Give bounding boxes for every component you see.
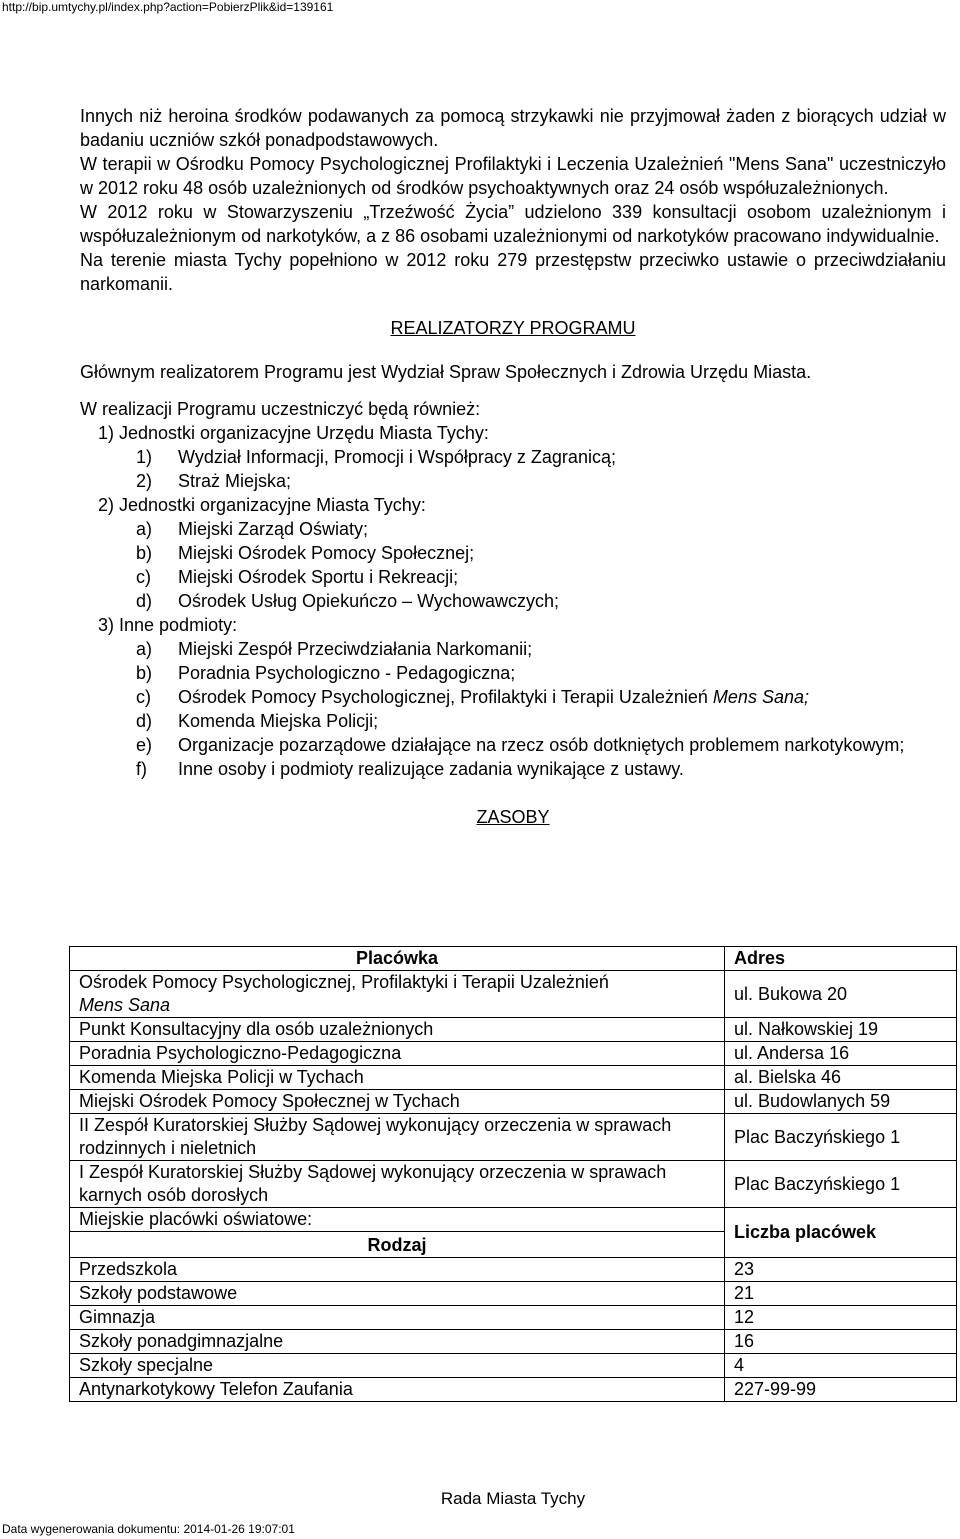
table-cell: ul. Andersa 16 (725, 1042, 957, 1066)
table-cell: 21 (725, 1282, 957, 1306)
table-cell: 12 (725, 1306, 957, 1330)
table-row (70, 1066, 957, 1090)
table-row (70, 1258, 957, 1282)
column-header: Adres (725, 947, 957, 971)
table-row (70, 971, 957, 1018)
table-cell: Plac Baczyńskiego 1 (725, 1161, 957, 1208)
document-url: http://bip.umtychy.pl/index.php?action=PobierzPlik&id=139161 (2, 0, 334, 14)
table-cell: Szkoły ponadgimnazjalne (70, 1330, 725, 1354)
table-header-row (70, 947, 957, 971)
table-row (70, 1161, 957, 1208)
table-row (70, 1354, 957, 1378)
list-item: c) Ośrodek Pomocy Psychologicznej, Profilaktyki i Terapii Uzależnień Mens Sana; (136, 687, 809, 707)
table-row (70, 1208, 957, 1258)
document-body (80, 104, 946, 829)
table-row (70, 1114, 957, 1161)
participants-intro: W realizacji Programu uczestniczyć będą również: (80, 399, 481, 419)
signature: Rada Miasta Tychy (440, 1489, 586, 1508)
list-item: b) Miejski Ośrodek Pomocy Społecznej; (136, 543, 475, 563)
table-cell: Antynarkotykowy Telefon Zaufania (70, 1378, 725, 1402)
main-realizer-text: Głównym realizatorem Programu jest Wydział Spraw Społecznych i Zdrowia Urzędu Miasta. (80, 362, 812, 382)
table-cell: ul. Bukowa 20 (725, 971, 957, 1018)
list-item: c) Miejski Ośrodek Sportu i Rekreacji; (136, 567, 459, 587)
table-row (70, 1018, 957, 1042)
schools-label: Miejskie placówki oświatowe: (70, 1208, 724, 1232)
table-cell: ul. Nałkowskiej 19 (725, 1018, 957, 1042)
generation-date: Data wygenerowania dokumentu: 2014-01-26 19:07:01 (2, 1522, 295, 1536)
table-cell: Szkoły podstawowe (70, 1282, 725, 1306)
table-cell: 23 (725, 1258, 957, 1282)
paragraph: Innych niż heroina środków podawanych za pomocą strzykawki nie przyjmował żaden z biorących udział w badaniu uczniów szkół ponadpodstawowych. (80, 106, 946, 150)
table-cell: ul. Budowlanych 59 (725, 1090, 957, 1114)
group-label: 2) Jednostki organizacyjne Miasta Tychy: (98, 495, 426, 515)
list-item: b) Poradnia Psychologiczno - Pedagogiczna; (136, 663, 516, 683)
list-item: a) Miejski Zespół Przeciwdziałania Narkomanii; (136, 639, 533, 659)
column-header: Liczba placówek (725, 1208, 957, 1258)
list-item: d) Komenda Miejska Policji; (136, 711, 379, 731)
column-header: Placówka (70, 947, 725, 971)
table-cell: Gimnazja (70, 1306, 725, 1330)
list-item: f) Inne osoby i podmioty realizujące zadania wynikające z ustawy. (136, 759, 684, 779)
list-item: a) Miejski Zarząd Oświaty; (136, 519, 369, 539)
table-cell: Plac Baczyńskiego 1 (725, 1114, 957, 1161)
table-cell: Przedszkola (70, 1258, 725, 1282)
table-row (70, 1378, 957, 1402)
group-label: 3) Inne podmioty: (98, 615, 238, 635)
table-cell: Punkt Konsultacyjny dla osób uzależnionych (70, 1018, 725, 1042)
table-cell: I Zespół Kuratorskiej Służby Sądowej wykonujący orzeczenia w sprawach karnych osób dorosłych (70, 1161, 725, 1208)
section-heading-zasoby: ZASOBY (476, 807, 550, 827)
list-item: e) Organizacje pozarządowe działające na rzecz osób dotkniętych problemem narkotykowym; (136, 735, 905, 755)
table-cell: Szkoły specjalne (70, 1354, 725, 1378)
table-cell: Komenda Miejska Policji w Tychach (70, 1066, 725, 1090)
table-row (70, 1282, 957, 1306)
table-cell: 16 (725, 1330, 957, 1354)
table-cell: Poradnia Psychologiczno-Pedagogiczna (70, 1042, 725, 1066)
table-row (70, 1306, 957, 1330)
table-cell (70, 1208, 725, 1258)
mens-sana-italic: Mens Sana; (712, 687, 809, 707)
list-item: d) Ośrodek Usług Opiekuńczo – Wychowawczych; (136, 591, 559, 611)
table-cell: Ośrodek Pomocy Psychologicznej, Profilaktyki i Terapii Uzależnień Mens Sana (70, 971, 725, 1018)
paragraph: W terapii w Ośrodku Pomocy Psychologicznej Profilaktyki i Leczenia Uzależnień "Mens Sana" uczestniczyło w 2012 roku 48 osób uzależnionych od środków psychoaktywnych oraz 24 osób współuzależnionych. (80, 154, 946, 198)
resources-table (69, 946, 957, 1402)
table-cell: al. Bielska 46 (725, 1066, 957, 1090)
column-header: Rodzaj (367, 1235, 427, 1255)
table-row (70, 1330, 957, 1354)
list-item: 2) Straż Miejska; (136, 471, 292, 491)
table-cell: 227-99-99 (725, 1378, 957, 1402)
list-item: 1) Wydział Informacji, Promocji i Współpracy z Zagranicą; (136, 447, 616, 467)
table-row (70, 1042, 957, 1066)
table-row (70, 1090, 957, 1114)
paragraph: W 2012 roku w Stowarzyszeniu „Trzeźwość Życia” udzielono 339 konsultacji osobom uzależnionym i współuzależnionym od narkotyków, a z 86 osobami uzależnionymi od narkotyków pracowano indywidualnie. (80, 202, 946, 246)
section-heading-realizatorzy: REALIZATORZY PROGRAMU (390, 318, 636, 338)
paragraph: Na terenie miasta Tychy popełniono w 2012 roku 279 przestępstw przeciwko ustawie o przeciwdziałaniu narkomanii. (80, 250, 946, 294)
table-cell: II Zespół Kuratorskiej Służby Sądowej wykonujący orzeczenia w sprawach rodzinnych i nieletnich (70, 1114, 725, 1161)
table-cell: 4 (725, 1354, 957, 1378)
group-label: 1) Jednostki organizacyjne Urzędu Miasta Tychy: (98, 423, 489, 443)
table-cell: Miejski Ośrodek Pomocy Społecznej w Tychach (70, 1090, 725, 1114)
